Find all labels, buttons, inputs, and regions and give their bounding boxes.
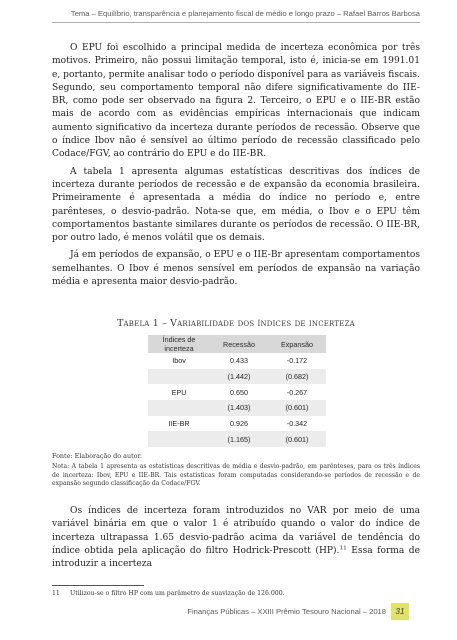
footnote bbox=[52, 590, 420, 597]
table-cell: (1.403) bbox=[210, 400, 268, 416]
footnote-ref[interactable]: 11 bbox=[339, 545, 347, 552]
table-cell: (0.601) bbox=[268, 431, 326, 447]
table-row bbox=[148, 416, 326, 432]
table-header-cell: Expansão bbox=[268, 335, 326, 353]
table-header-cell: Recessão bbox=[210, 335, 268, 353]
paragraph-4 bbox=[52, 505, 420, 571]
paragraph-2: A tabela 1 apresenta algumas estatísticas descritivas dos índices de incerteza durante períodos de recessão e de expansão da economia brasileira. Primeiramente é apresentada a média do índice no período e, entre parênteses, o desvio-padrão. Nota-se que, em média, o Ibov e o EPU têm comportamentos bastante similares durante os períodos de recessão. O IIE-BR, por outro lado, é menos volátil que os demais. bbox=[52, 166, 420, 244]
uncertainty-table bbox=[148, 335, 326, 447]
table-cell: EPU bbox=[171, 387, 187, 397]
table-source: Fonte: Elaboração do autor. bbox=[52, 452, 142, 460]
table-cell: (0.682) bbox=[268, 369, 326, 385]
table-row bbox=[148, 369, 326, 385]
table-cell: 0.650 bbox=[230, 387, 248, 397]
table-header-cell: Índices de incerteza bbox=[148, 335, 210, 353]
paragraph-1: O EPU foi escolhido a principal medida de incerteza econômica por três motivos. Primeiro, não possui limitação temporal, isto é, inicia-se em 1991.01 e, portanto, permite analisar todo o período disponível para as variáveis fiscais. Segundo, seu comportamento temporal não difere significativamente do IIE-BR, como pode ser observado na figura 2. Terceiro, o EPU e o IIE-BR estão mais de acordo com as evidências empíricas internacionais que indicam aumento significativo da incerteza durante períodos de recessão. Observe que o índice Ibov não é sensível ao último período de recessão classificado pelo Codace/FGV, ao contrário do EPU e do IIE-BR. bbox=[52, 43, 420, 160]
footnote-number: 11 bbox=[52, 590, 60, 597]
table-cell: (1.165) bbox=[210, 431, 268, 447]
footer-text: Finanças Públicas – XXIII Prêmio Tesouro Nacional – 2018 bbox=[187, 607, 386, 616]
table-cell: IIE-BR bbox=[168, 419, 190, 429]
main-text-continued bbox=[52, 505, 420, 571]
table-header-row bbox=[148, 335, 326, 353]
table-cell: Ibov bbox=[172, 356, 186, 366]
paragraph-4-text: Os índices de incerteza foram introduzidos no VAR por meio de uma variável binária em que o valor 1 é atribuído quando o valor do índice de incerteza ultrapassa 1.65 desvio-padrão acima da variável de tendência do índice obtida pela aplicação do filtro Hodrick-Prescott (HP). bbox=[52, 506, 420, 556]
table-title bbox=[52, 318, 420, 329]
table-row bbox=[148, 400, 326, 416]
table-row bbox=[148, 353, 326, 369]
main-text bbox=[52, 42, 420, 293]
table-title-text: Variabilidade dos índices de incerteza bbox=[170, 318, 355, 329]
header-rule bbox=[52, 22, 420, 23]
table-cell: 0.433 bbox=[230, 356, 248, 366]
table-cell: -0.172 bbox=[286, 356, 308, 366]
table-row bbox=[148, 431, 326, 447]
footnote-text: Utilizou-se o filtro HP com um parâmetro de suavização de 126.000. bbox=[70, 590, 285, 597]
table-cell: 0.926 bbox=[230, 419, 248, 429]
table-cell: -0.342 bbox=[286, 419, 308, 429]
table-cell: (0.601) bbox=[268, 400, 326, 416]
table-row bbox=[148, 384, 326, 400]
paragraph-4-tail: Essa forma de introduzir a incerteza bbox=[52, 545, 420, 570]
running-header: Tema – Equilíbrio, transparência e planejamento fiscal de médio e longo prazo – Rafael Barros Barbosa bbox=[70, 9, 420, 18]
table-note: Nota: A tabela 1 apresenta as estatísticas descritivas de média e desvio-padrão, em parênteses, para os três índices de incerteza: Ibov, EPU e IIE-BR. Tais estatísticas foram computadas considerando-se períodos de recessão e de expansão segundo classificação da Codace/FGV. bbox=[52, 463, 420, 488]
table-cell: (1.442) bbox=[210, 369, 268, 385]
table-cell bbox=[148, 369, 210, 385]
table-cell bbox=[148, 431, 210, 447]
table-title-prefix: Tabela 1 – bbox=[117, 318, 171, 329]
footnote-rule bbox=[52, 585, 144, 586]
table-cell: -0.267 bbox=[286, 387, 308, 397]
paragraph-3: Já em períodos de expansão, o EPU e o IIE-Br apresentam comportamentos semelhantes. O Ibov é menos sensível em períodos de expansão na variação média e apresenta maior desvio-padrão. bbox=[52, 250, 420, 288]
page-number: 31 bbox=[391, 603, 409, 620]
table-cell bbox=[148, 400, 210, 416]
